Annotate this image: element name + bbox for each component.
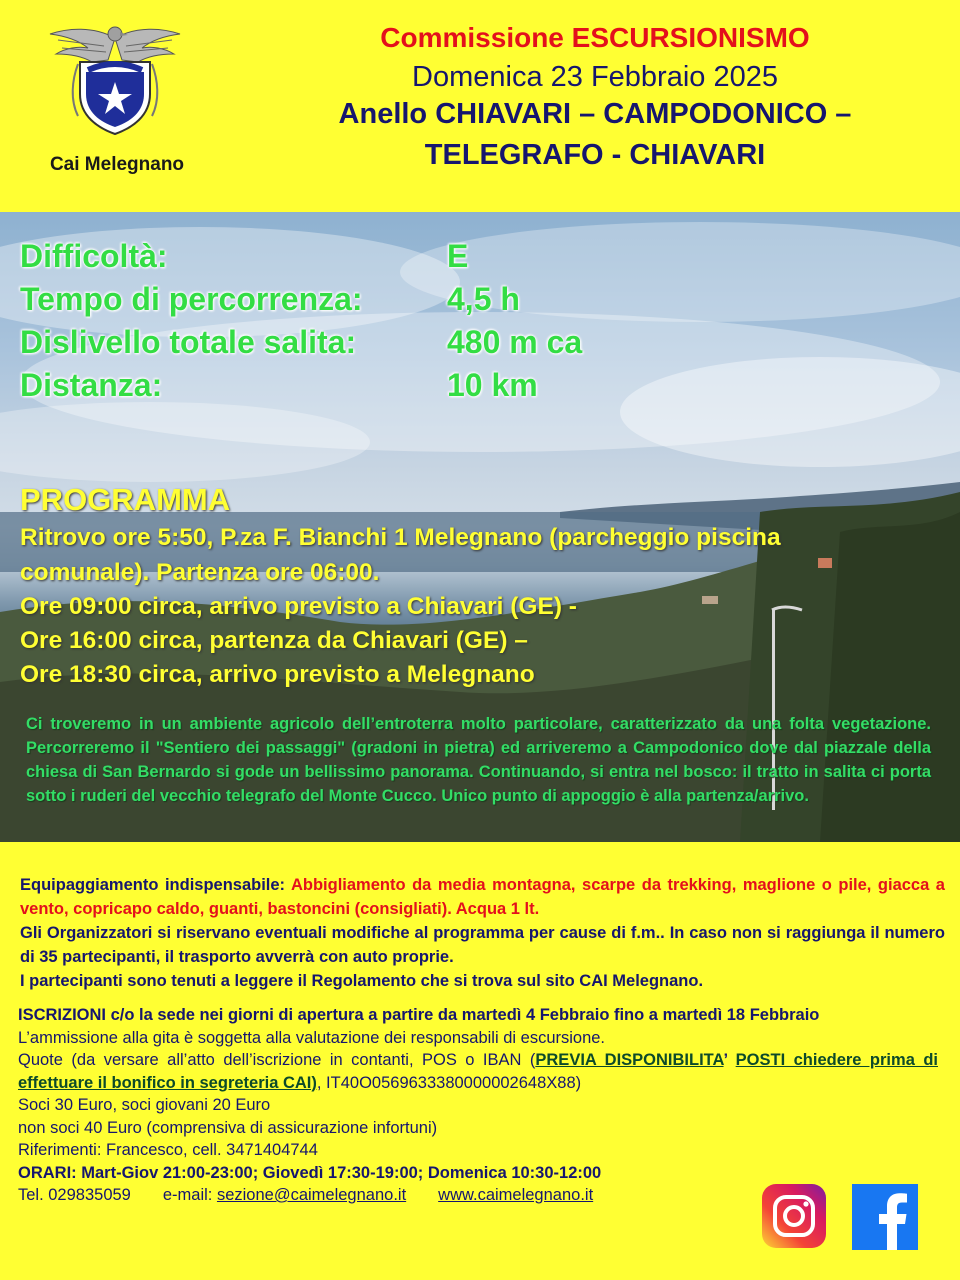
- stat-value-time: 4,5 h: [447, 281, 520, 317]
- previa-disponibilita-link[interactable]: PREVIA DISPONIBILITA: [535, 1051, 724, 1069]
- programma-line: Ore 09:00 circa, arrivo previsto a Chiavari (GE) -: [20, 593, 577, 620]
- stat-label-difficulty: Difficoltà:: [20, 238, 168, 274]
- equipment-items: Abbigliamento da media montagna, scarpe da trekking, maglione o pile, giacca a vento, copricapo caldo, guanti, bastoncini (consigliati). Acqua 1 lt.: [20, 876, 945, 918]
- header: [0, 0, 960, 212]
- stat-value-distance: 10 km: [447, 367, 538, 403]
- facebook-icon[interactable]: [852, 1184, 918, 1250]
- equipment-label: Equipaggiamento indispensabile:: [20, 876, 291, 894]
- registration-section: [18, 1004, 938, 1207]
- email-link[interactable]: sezione@caimelegnano.it: [216, 1186, 407, 1204]
- regulations-notice: I partecipanti sono tenuti a leggere il Regolamento che si trova sul sito CAI Melegnano.: [20, 972, 704, 990]
- programma-title: PROGRAMMA: [20, 482, 231, 517]
- iban-text: , IT40O0569633380000002648X88): [316, 1073, 582, 1092]
- non-soci-price: non soci 40 Euro (comprensiva di assicurazione infortuni): [18, 1118, 438, 1137]
- cai-logo: [48, 20, 182, 136]
- programma-line: comunale). Partenza ore 06:00.: [20, 559, 380, 586]
- stat-label-time: Tempo di percorrenza:: [20, 281, 363, 317]
- phone-number: Tel. 029835059: [18, 1186, 131, 1204]
- admission-text: L’ammissione alla gita è soggetta alla valutazione dei responsabili di escursione.: [18, 1028, 606, 1047]
- opening-hours: ORARI: Mart-Giov 21:00-23:00; Giovedì 17:30-19:00; Domenica 10:30-12:00: [18, 1163, 602, 1182]
- website-link[interactable]: www.caimelegnano.it: [438, 1186, 594, 1204]
- stat-value-elevation: 480 m ca: [447, 324, 583, 360]
- stat-value-difficulty: E: [447, 238, 469, 274]
- landscape-photo: [0, 212, 960, 842]
- route-title-line1: Anello CHIAVARI – CAMPODONICO –: [338, 98, 852, 130]
- soci-price: Soci 30 Euro, soci giovani 20 Euro: [18, 1096, 271, 1114]
- programma-line: Ore 16:00 circa, partenza da Chiavari (GE) –: [20, 627, 528, 654]
- commission-prefix: Commissione: [380, 22, 572, 53]
- quote-text: [18, 1049, 938, 1094]
- equipment-section: [20, 873, 945, 993]
- quote-apostrophe: ’: [723, 1051, 736, 1069]
- route-description: Ci troveremo in un ambiente agricolo dell’entroterra molto particolare, caratterizzato da una folta vegetazione. Percorreremo il "Sentiero dei passaggi" (gradoni in pietra) ed arriveremo a Campodonico dove dal piazzale della chiesa di San Bernardo si gode un bellissimo panorama. Continuando, si entra nel bosco: il tratto in salita ci porta sotto i ruderi del vecchio telegrafo del Monte Cucco. Unico punto di appoggio è alla partenza/arrivo.: [26, 715, 931, 805]
- contact-reference: Riferimenti: Francesco, cell. 3471404744: [18, 1141, 318, 1159]
- quote-prefix: Quote (da versare all’atto dell’iscrizione in contanti, POS o IBAN (: [18, 1051, 536, 1069]
- stat-label-distance: Distanza:: [20, 367, 163, 403]
- commission-title: [230, 22, 960, 54]
- organizers-notice: Gli Organizzatori si riservano eventuali modifiche al programma per cause di f.m.. In caso non si raggiunga il numero di 35 partecipanti, il trasporto avverrà con auto proprie.: [20, 924, 945, 966]
- email-label: e-mail:: [162, 1186, 217, 1204]
- programma-line: Ritrovo ore 5:50, P.za F. Bianchi 1 Melegnano (parcheggio piscina: [20, 524, 781, 551]
- event-date: Domenica 23 Febbraio 2025: [412, 61, 778, 93]
- iscrizioni-text: ISCRIZIONI c/o la sede nei giorni di apertura a partire da martedì 4 Febbraio fino a martedì 18 Febbraio: [18, 1006, 820, 1024]
- commission-name: ESCURSIONISMO: [571, 22, 810, 53]
- stat-label-elevation: Dislivello totale salita:: [20, 324, 357, 360]
- posti-bonifico-link[interactable]: POSTI chiedere prima di effettuare il bonifico in segreteria CAI): [18, 1051, 938, 1092]
- instagram-icon[interactable]: [762, 1184, 826, 1248]
- programma-line: Ore 18:30 circa, arrivo previsto a Melegnano: [20, 661, 535, 688]
- logo-caption: Cai Melegnano: [49, 154, 185, 175]
- route-title-line2: TELEGRAFO - CHIAVARI: [424, 139, 766, 171]
